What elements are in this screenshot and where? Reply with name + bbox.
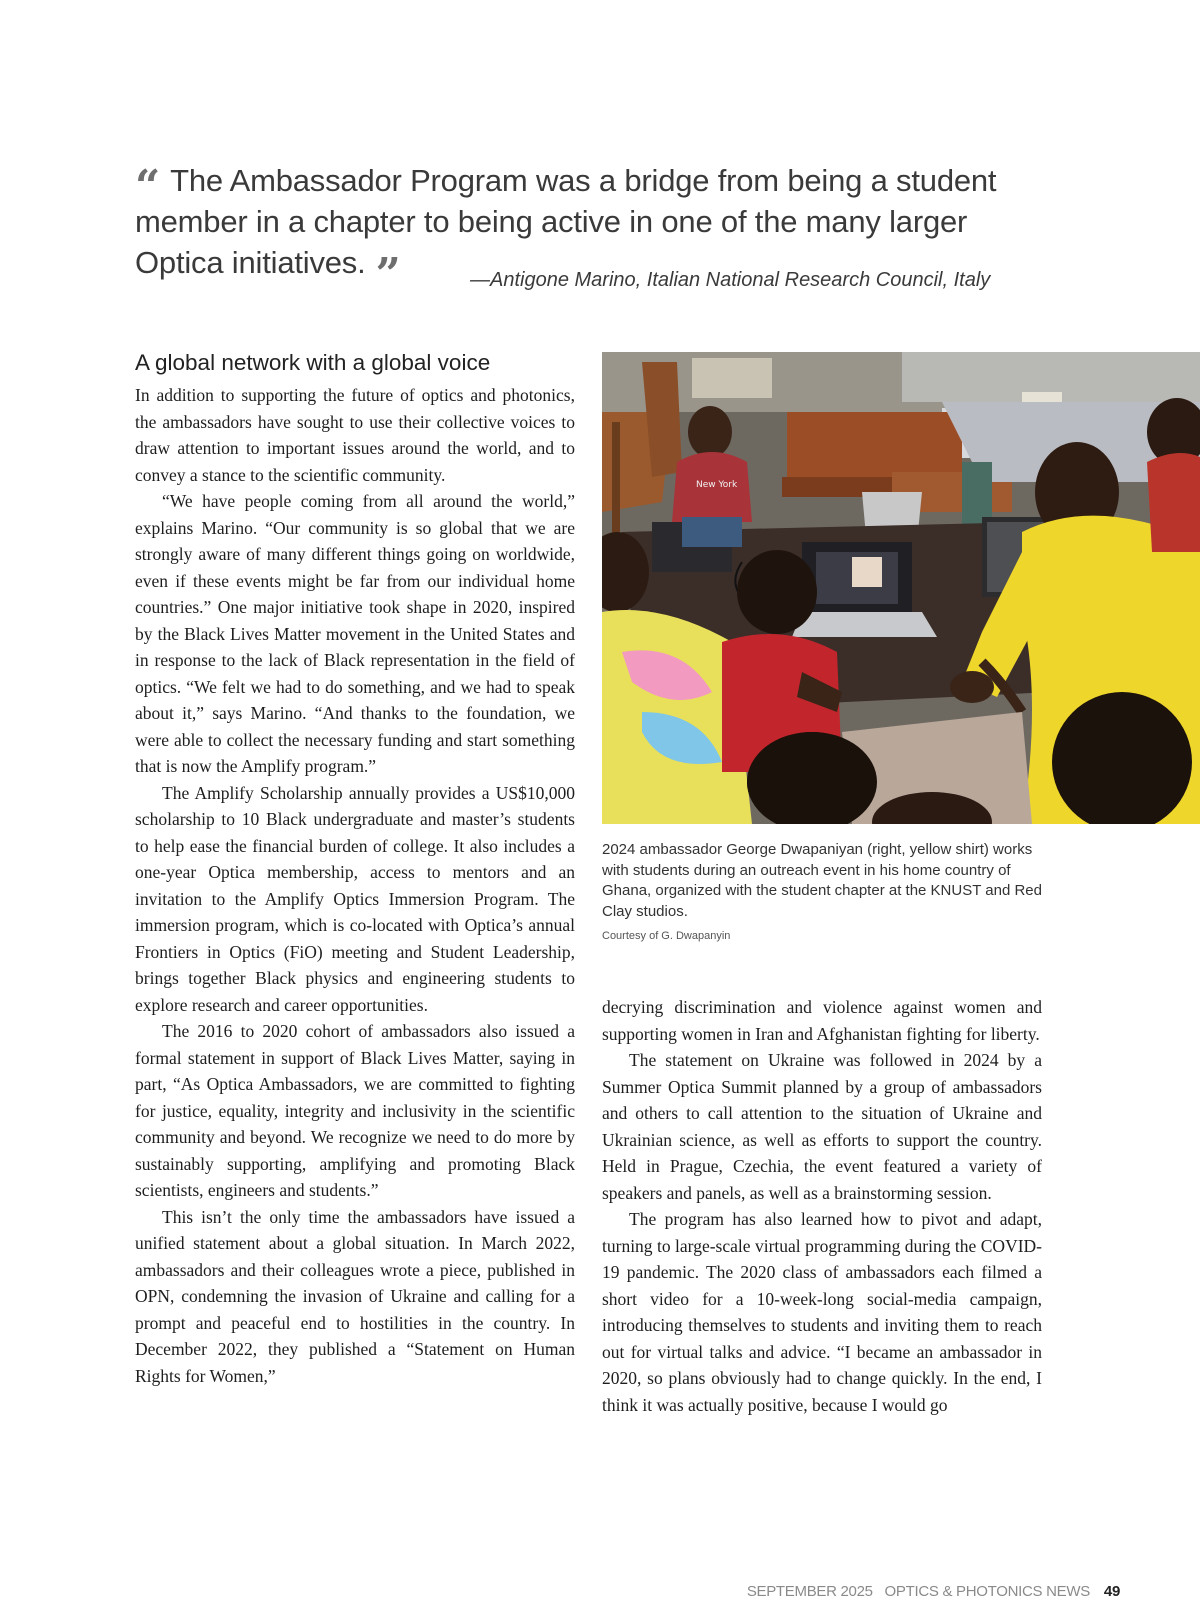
close-quote-icon: ” — [375, 249, 401, 300]
page-footer — [700, 1583, 1120, 1600]
paragraph: In addition to supporting the future of optics and photonics, the ambassadors have sought to use their collective voices to draw attention to important issues around the world, and to convey a stance to the scientific community. — [135, 385, 575, 485]
paragraph: “We have people coming from all around the world,” explains Marino. “Our community is so global that we are strongly aware of many different things going on worldwide, even if these events might be far from our individual home countries.” One major initiative took shape in 2020, inspired by the Black Lives Matter movement in the United States and in response to the lack of Black representation in the field of optics. “We felt we had to do something, and we had to speak about it,” says Marino. “And thanks to the foundation, we were able to collect the necessary funding and start something that is now the Amplify program.” — [135, 491, 575, 776]
footer-issue: SEPTEMBER 2025 — [746, 1583, 873, 1600]
page-number: 49 — [1103, 1583, 1120, 1600]
paragraph: The program has also learned how to pivot and adapt, turning to large-scale virtual programming during the COVID-19 pandemic. The 2020 class of ambassadors each filmed a short video for a 10-week-long social-media campaign, introducing themselves to students and inviting them to reach out for virtual talks and advice. “I became an ambassador in 2020, so plans obviously had to change quickly. In the end, I think it was actually positive, because I would go — [602, 1209, 1042, 1415]
photo-credit: Courtesy of G. Dwapanyin — [602, 930, 731, 942]
paragraph: The Amplify Scholarship annually provides a US$10,000 scholarship to 10 Black undergraduate and master’s students to help ease the financial burden of college. It also includes a one-year Optica membership, access to mentors and an invitation to the Amplify Optics Immersion Program. The immersion program, which is co-located with Optica’s annual Frontiers in Optics (FiO) meeting and Student Leadership, brings together Black physics and engineering students to explore research and career opportunities. — [135, 782, 575, 1015]
left-column — [135, 348, 575, 1389]
shirt-print-text: New York — [696, 480, 738, 490]
paragraph: The 2016 to 2020 cohort of ambassadors also issued a formal statement in support of Black Lives Matter, saying in part, “As Optica Ambassadors, we are committed to fighting for justice, equality, integrity and inclusivity in the scientific community and beyond. We recognize we need to do more by sustainably supporting, amplifying and promoting Black scientists, engineers and students.” — [135, 1021, 575, 1200]
paragraph: decrying discrimination and violence against women and supporting women in Iran and Afghanistan fighting for liberty. — [602, 997, 1042, 1044]
photo-illustration — [602, 352, 1200, 824]
outreach-event-photo — [602, 352, 1200, 824]
right-column — [602, 994, 1042, 1418]
open-quote-icon: “ — [135, 161, 161, 212]
photo-caption: 2024 ambassador George Dwapaniyan (right, yellow shirt) works with students during an outreach event in his home country of Ghana, organized with the student chapter at the KNUST and Red Clay studios. — [602, 841, 1042, 920]
footer-publication: OPTICS & PHOTONICS NEWS — [884, 1583, 1090, 1600]
section-heading: A global network with a global voice — [135, 350, 491, 375]
paragraph: The statement on Ukraine was followed in 2024 by a Summer Optica Summit planned by a group of ambassadors and others to call attention to the situation of Ukraine and Ukrainian science, as well as efforts to support the country. Held in Prague, Czechia, the event featured a variety of speakers and panels, as well as a brainstorming session. — [602, 1050, 1042, 1203]
paragraph: This isn’t the only time the ambassadors have issued a unified statement about a global situation. In March 2022, ambassadors and their colleagues wrote a piece, published in OPN, condemning the invasion of Ukraine and calling for a prompt and peaceful end to hostilities in the country. In December 2022, they published a “Statement on Human Rights for Women,” — [135, 1206, 575, 1386]
pull-quote — [135, 160, 1035, 300]
pull-quote-attribution: —Antigone Marino, Italian National Research Council, Italy — [470, 269, 991, 291]
pull-quote-text: The Ambassador Program was a bridge from being a student member in a chapter to being active in one of the many larger Optica initiatives. — [135, 163, 997, 280]
